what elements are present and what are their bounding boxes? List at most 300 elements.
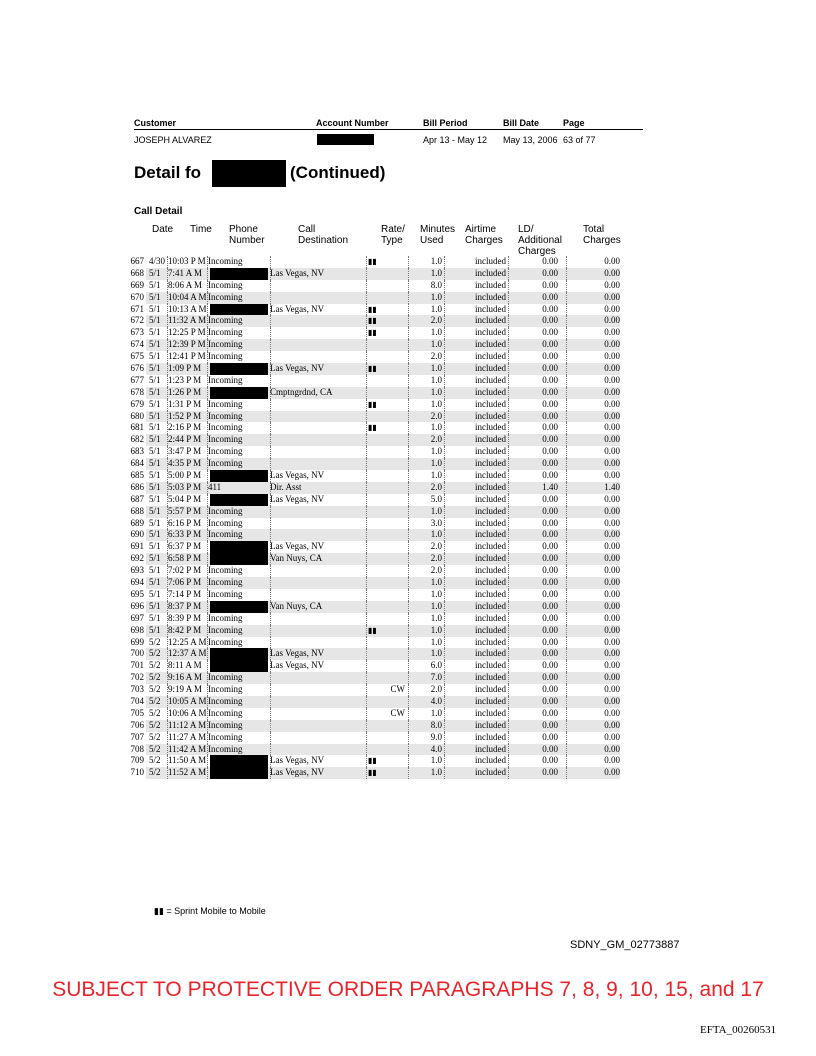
airtime-charges: included xyxy=(475,755,506,766)
minutes-used: 1.0 xyxy=(430,374,442,385)
minutes-used: 1.0 xyxy=(430,267,442,278)
ld-additional-charges: 0.00 xyxy=(542,363,558,374)
airtime-charges: included xyxy=(475,267,506,278)
sprint-mobile-to-mobile-icon: ▮▮ xyxy=(154,907,164,917)
column-divider xyxy=(566,304,567,316)
call-time: 1:09 P M xyxy=(168,363,202,374)
col-total: Total Charges xyxy=(583,224,621,246)
efta-number: EFTA_00260531 xyxy=(700,1024,777,1036)
column-divider xyxy=(566,541,567,553)
column-divider xyxy=(508,446,509,458)
column-divider xyxy=(366,411,367,423)
row-number: 701 xyxy=(130,660,144,671)
column-divider xyxy=(366,268,367,280)
column-divider xyxy=(566,411,567,423)
call-destination: Las Vegas, NV xyxy=(270,470,325,481)
total-charges: 0.00 xyxy=(604,541,620,552)
table-row xyxy=(0,506,816,518)
airtime-charges: included xyxy=(475,660,506,671)
phone-number: Incoming xyxy=(208,398,243,409)
table-row xyxy=(0,292,816,304)
minutes-used: 1.0 xyxy=(430,588,442,599)
ld-additional-charges: 0.00 xyxy=(542,517,558,528)
table-row xyxy=(0,256,816,268)
column-divider xyxy=(566,470,567,482)
column-divider xyxy=(207,660,208,672)
call-time: 11:12 A M xyxy=(168,719,207,730)
total-charges: 0.00 xyxy=(604,648,620,659)
call-time: 8:11 A M xyxy=(168,660,202,671)
airtime-charges: included xyxy=(475,493,506,504)
ld-additional-charges: 0.00 xyxy=(542,612,558,623)
total-charges: 0.00 xyxy=(604,731,620,742)
minutes-used: 1.0 xyxy=(430,291,442,302)
call-date: 5/1 xyxy=(149,612,161,623)
column-divider xyxy=(270,696,271,708)
minutes-used: 1.0 xyxy=(430,446,442,457)
column-divider xyxy=(444,351,445,363)
column-divider xyxy=(207,387,208,399)
airtime-charges: included xyxy=(475,743,506,754)
column-divider xyxy=(508,327,509,339)
call-destination: Las Vegas, NV xyxy=(270,755,325,766)
ld-additional-charges: 0.00 xyxy=(542,410,558,421)
row-number: 678 xyxy=(130,386,144,397)
column-divider xyxy=(566,446,567,458)
total-charges: 0.00 xyxy=(604,600,620,611)
call-date: 5/2 xyxy=(149,660,161,671)
call-time: 11:27 A M xyxy=(168,731,207,742)
column-divider xyxy=(508,529,509,541)
ld-additional-charges: 0.00 xyxy=(542,434,558,445)
airtime-charges: included xyxy=(475,481,506,492)
row-number: 705 xyxy=(130,707,144,718)
column-divider xyxy=(444,696,445,708)
column-divider xyxy=(366,755,367,767)
airtime-charges: included xyxy=(475,672,506,683)
row-number: 709 xyxy=(130,755,144,766)
column-divider xyxy=(444,363,445,375)
call-date: 5/1 xyxy=(149,351,161,362)
total-charges: 0.00 xyxy=(604,315,620,326)
column-divider xyxy=(366,399,367,411)
column-divider xyxy=(270,422,271,434)
table-row xyxy=(0,387,816,399)
column-divider xyxy=(270,375,271,387)
phone-number: Incoming xyxy=(208,505,243,516)
column-divider xyxy=(566,767,567,779)
phone-redaction xyxy=(210,755,268,767)
phone-redaction xyxy=(210,767,268,779)
col-phone: Phone Number xyxy=(229,224,265,246)
call-time: 10:04 A M xyxy=(168,291,207,302)
total-charges: 0.00 xyxy=(604,434,620,445)
column-divider xyxy=(366,696,367,708)
ld-additional-charges: 0.00 xyxy=(542,315,558,326)
column-divider xyxy=(366,256,367,268)
phone-redaction xyxy=(210,363,268,375)
table-row xyxy=(0,565,816,577)
airtime-charges: included xyxy=(475,315,506,326)
minutes-used: 2.0 xyxy=(430,565,442,576)
total-charges: 0.00 xyxy=(604,256,620,266)
minutes-used: 2.0 xyxy=(430,410,442,421)
column-divider xyxy=(566,399,567,411)
table-row xyxy=(0,399,816,411)
table-row xyxy=(0,339,816,351)
column-divider xyxy=(366,637,367,649)
phone-redaction xyxy=(210,304,268,316)
row-number: 676 xyxy=(130,363,144,374)
bates-number: SDNY_GM_02773887 xyxy=(570,939,680,951)
call-time: 12:25 A M xyxy=(168,636,207,647)
column-divider xyxy=(207,755,208,767)
ld-additional-charges: 0.00 xyxy=(542,636,558,647)
call-time: 10:03 P M xyxy=(168,256,206,266)
call-time: 11:42 A M xyxy=(168,743,207,754)
call-date: 4/30 xyxy=(149,256,166,266)
column-divider xyxy=(366,625,367,637)
section-title: Call Detail xyxy=(134,206,183,217)
column-divider xyxy=(270,720,271,732)
column-divider xyxy=(508,470,509,482)
detail-title: Detail fo xyxy=(134,163,202,182)
phone-number: Incoming xyxy=(208,458,243,469)
row-number: 682 xyxy=(130,434,144,445)
total-charges: 0.00 xyxy=(604,386,620,397)
column-divider xyxy=(366,601,367,613)
ld-additional-charges: 0.00 xyxy=(542,386,558,397)
phone-number: Incoming xyxy=(208,315,243,326)
column-divider xyxy=(366,767,367,779)
column-divider xyxy=(270,446,271,458)
call-time: 7:02 P M xyxy=(168,565,202,576)
total-charges: 0.00 xyxy=(604,767,620,778)
call-date: 5/1 xyxy=(149,529,161,540)
rate-type: CW xyxy=(390,707,405,718)
column-divider xyxy=(508,625,509,637)
table-row xyxy=(0,601,816,613)
column-divider xyxy=(366,458,367,470)
row-number: 710 xyxy=(130,767,144,778)
ld-additional-charges: 0.00 xyxy=(542,458,558,469)
ld-additional-charges: 0.00 xyxy=(542,398,558,409)
total-charges: 0.00 xyxy=(604,363,620,374)
phone-redaction xyxy=(210,660,268,672)
call-time: 8:42 P M xyxy=(168,624,202,635)
phone-number: Incoming xyxy=(208,731,243,742)
call-time: 12:25 P M xyxy=(168,327,206,338)
row-number: 704 xyxy=(130,695,144,706)
sprint-mobile-to-mobile-icon: ▮▮ xyxy=(368,768,377,778)
column-divider xyxy=(566,339,567,351)
call-date: 5/1 xyxy=(149,458,161,469)
column-divider xyxy=(508,684,509,696)
minutes-used: 4.0 xyxy=(430,695,442,706)
column-divider xyxy=(508,637,509,649)
page-label: Page xyxy=(563,118,585,128)
column-divider xyxy=(270,744,271,756)
column-divider xyxy=(444,708,445,720)
airtime-charges: included xyxy=(475,505,506,516)
column-divider xyxy=(444,732,445,744)
column-divider xyxy=(366,565,367,577)
protective-order-notice: SUBJECT TO PROTECTIVE ORDER PARAGRAPHS 7, 8, 9, 10, 15, and 17 xyxy=(52,978,764,1001)
column-divider xyxy=(444,744,445,756)
airtime-charges: included xyxy=(475,684,506,695)
ld-additional-charges: 0.00 xyxy=(542,374,558,385)
minutes-used: 1.0 xyxy=(430,707,442,718)
column-divider xyxy=(566,553,567,565)
column-divider xyxy=(508,577,509,589)
column-divider xyxy=(566,577,567,589)
phone-number: Incoming xyxy=(208,719,243,730)
column-divider xyxy=(566,565,567,577)
row-number: 690 xyxy=(130,529,144,540)
minutes-used: 1.0 xyxy=(430,767,442,778)
column-divider xyxy=(366,744,367,756)
airtime-charges: included xyxy=(475,256,506,266)
call-destination: Las Vegas, NV xyxy=(270,267,325,278)
phone-number: Incoming xyxy=(208,446,243,457)
call-time: 6:16 P M xyxy=(168,517,202,528)
total-charges: 0.00 xyxy=(604,565,620,576)
column-divider xyxy=(366,470,367,482)
total-charges: 0.00 xyxy=(604,267,620,278)
call-destination: Van Nuys, CA xyxy=(270,600,323,611)
column-divider xyxy=(366,351,367,363)
column-divider xyxy=(444,315,445,327)
column-divider xyxy=(270,625,271,637)
phone-number: Incoming xyxy=(208,279,243,290)
column-divider xyxy=(508,755,509,767)
minutes-used: 9.0 xyxy=(430,731,442,742)
total-charges: 0.00 xyxy=(604,291,620,302)
table-row xyxy=(0,767,816,779)
column-divider xyxy=(444,339,445,351)
column-divider xyxy=(444,720,445,732)
table-row xyxy=(0,375,816,387)
column-divider xyxy=(444,625,445,637)
airtime-charges: included xyxy=(475,529,506,540)
column-divider xyxy=(444,672,445,684)
phone-number: Incoming xyxy=(208,374,243,385)
table-row xyxy=(0,637,816,649)
minutes-used: 1.0 xyxy=(430,529,442,540)
ld-additional-charges: 0.00 xyxy=(542,684,558,695)
column-divider xyxy=(508,601,509,613)
column-divider xyxy=(270,732,271,744)
call-date: 5/1 xyxy=(149,398,161,409)
call-date: 5/2 xyxy=(149,707,161,718)
table-row xyxy=(0,268,816,280)
column-divider xyxy=(444,446,445,458)
column-divider xyxy=(444,422,445,434)
column-divider xyxy=(508,339,509,351)
call-time: 11:32 A M xyxy=(168,315,207,326)
detail-continued: (Continued) xyxy=(290,163,386,182)
table-row xyxy=(0,553,816,565)
ld-additional-charges: 0.00 xyxy=(542,256,558,266)
column-divider xyxy=(444,553,445,565)
table-row xyxy=(0,315,816,327)
row-number: 668 xyxy=(130,267,144,278)
column-divider xyxy=(508,375,509,387)
call-date: 5/1 xyxy=(149,434,161,445)
ld-additional-charges: 0.00 xyxy=(542,505,558,516)
airtime-charges: included xyxy=(475,422,506,433)
column-divider xyxy=(508,315,509,327)
column-divider xyxy=(566,625,567,637)
call-time: 12:41 P M xyxy=(168,351,206,362)
call-destination: Van Nuys, CA xyxy=(270,553,323,564)
ld-additional-charges: 0.00 xyxy=(542,351,558,362)
total-charges: 0.00 xyxy=(604,339,620,350)
row-number: 695 xyxy=(130,588,144,599)
call-time: 4:35 P M xyxy=(168,458,202,469)
call-time: 8:06 A M xyxy=(168,279,203,290)
column-divider xyxy=(566,482,567,494)
table-row xyxy=(0,755,816,767)
airtime-charges: included xyxy=(475,291,506,302)
ld-additional-charges: 0.00 xyxy=(542,695,558,706)
account-number-label: Account Number xyxy=(316,118,389,128)
phone-redaction xyxy=(210,387,268,399)
column-divider xyxy=(366,327,367,339)
airtime-charges: included xyxy=(475,600,506,611)
column-divider xyxy=(444,268,445,280)
column-divider xyxy=(366,446,367,458)
call-date: 5/1 xyxy=(149,267,161,278)
customer-name: JOSEPH ALVAREZ xyxy=(134,135,212,145)
column-divider xyxy=(366,506,367,518)
call-date: 5/2 xyxy=(149,755,161,766)
minutes-used: 3.0 xyxy=(430,517,442,528)
row-number: 679 xyxy=(130,398,144,409)
column-divider xyxy=(270,637,271,649)
column-divider xyxy=(366,660,367,672)
column-divider xyxy=(566,327,567,339)
column-divider xyxy=(366,518,367,530)
column-divider xyxy=(566,637,567,649)
ld-additional-charges: 0.00 xyxy=(542,291,558,302)
column-divider xyxy=(508,304,509,316)
call-date: 5/1 xyxy=(149,303,161,314)
minutes-used: 1.0 xyxy=(430,303,442,314)
column-divider xyxy=(566,648,567,660)
phone-redaction xyxy=(210,470,268,482)
row-number: 687 xyxy=(130,493,144,504)
table-row xyxy=(0,696,816,708)
column-divider xyxy=(444,470,445,482)
table-row xyxy=(0,577,816,589)
ld-additional-charges: 0.00 xyxy=(542,529,558,540)
sprint-mobile-to-mobile-icon: ▮▮ xyxy=(368,328,377,338)
column-divider xyxy=(207,648,208,660)
call-date: 5/1 xyxy=(149,374,161,385)
call-time: 8:39 P M xyxy=(168,612,202,623)
column-divider xyxy=(444,411,445,423)
minutes-used: 1.0 xyxy=(430,386,442,397)
row-number: 697 xyxy=(130,612,144,623)
ld-additional-charges: 1.40 xyxy=(542,481,558,492)
column-divider xyxy=(508,434,509,446)
call-date: 5/2 xyxy=(149,695,161,706)
call-destination: Las Vegas, NV xyxy=(270,767,325,778)
airtime-charges: included xyxy=(475,351,506,362)
column-divider xyxy=(444,684,445,696)
column-divider xyxy=(566,755,567,767)
table-row xyxy=(0,684,816,696)
ld-additional-charges: 0.00 xyxy=(542,731,558,742)
column-divider xyxy=(444,327,445,339)
col-minutes: Minutes Used xyxy=(420,224,456,246)
total-charges: 0.00 xyxy=(604,327,620,338)
column-divider xyxy=(566,506,567,518)
table-row xyxy=(0,613,816,625)
minutes-used: 5.0 xyxy=(430,493,442,504)
column-divider xyxy=(207,268,208,280)
table-row xyxy=(0,529,816,541)
table-row xyxy=(0,732,816,744)
minutes-used: 1.0 xyxy=(430,363,442,374)
customer-label: Customer xyxy=(134,118,177,128)
airtime-charges: included xyxy=(475,410,506,421)
airtime-charges: included xyxy=(475,279,506,290)
call-time: 5:57 P M xyxy=(168,505,202,516)
call-date: 5/1 xyxy=(149,577,161,588)
column-divider xyxy=(270,672,271,684)
table-row xyxy=(0,458,816,470)
column-divider xyxy=(207,494,208,506)
column-divider xyxy=(566,589,567,601)
column-divider xyxy=(270,399,271,411)
row-number: 700 xyxy=(130,648,144,659)
call-time: 7:06 P M xyxy=(168,577,202,588)
phone-redaction xyxy=(210,268,268,280)
column-divider xyxy=(366,434,367,446)
column-divider xyxy=(508,553,509,565)
column-divider xyxy=(207,304,208,316)
call-date: 5/1 xyxy=(149,279,161,290)
airtime-charges: included xyxy=(475,553,506,564)
call-destination: Las Vegas, NV xyxy=(270,363,325,374)
ld-additional-charges: 0.00 xyxy=(542,600,558,611)
minutes-used: 1.0 xyxy=(430,256,442,266)
row-number: 698 xyxy=(130,624,144,635)
call-date: 5/2 xyxy=(149,672,161,683)
column-divider xyxy=(270,315,271,327)
call-time: 6:37 P M xyxy=(168,541,202,552)
column-divider xyxy=(508,767,509,779)
column-divider xyxy=(508,708,509,720)
phone-number: Incoming xyxy=(208,410,243,421)
ld-additional-charges: 0.00 xyxy=(542,339,558,350)
column-divider xyxy=(366,720,367,732)
call-time: 8:37 P M xyxy=(168,600,202,611)
bill-date-label: Bill Date xyxy=(503,118,540,128)
minutes-used: 6.0 xyxy=(430,660,442,671)
sprint-mobile-to-mobile-icon: ▮▮ xyxy=(368,756,377,766)
phone-number: Incoming xyxy=(208,624,243,635)
row-number: 673 xyxy=(130,327,144,338)
row-number: 684 xyxy=(130,458,144,469)
call-time: 3:47 P M xyxy=(168,446,202,457)
call-date: 5/1 xyxy=(149,446,161,457)
column-divider xyxy=(207,541,208,553)
column-divider xyxy=(207,601,208,613)
column-divider xyxy=(444,660,445,672)
